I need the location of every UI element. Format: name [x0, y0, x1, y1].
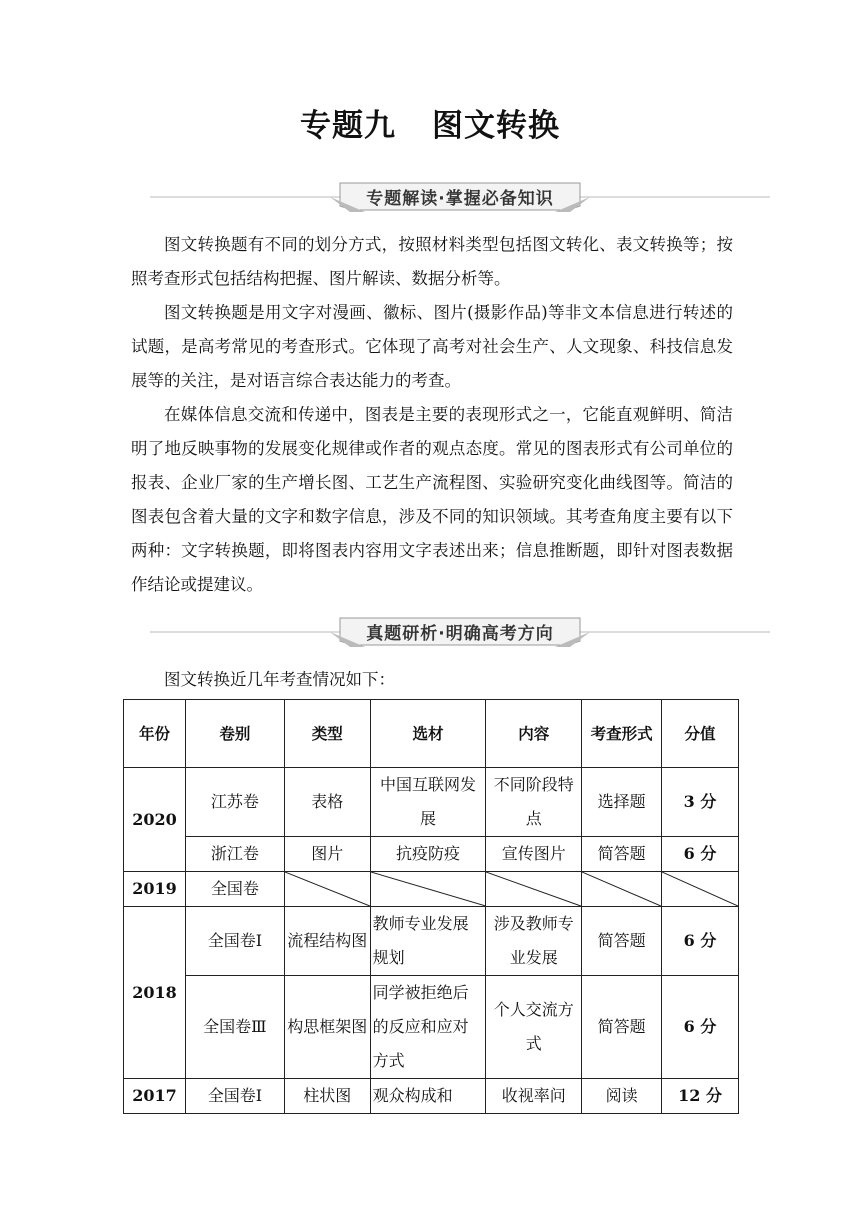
paper-cell: 全国卷Ⅰ [185, 907, 284, 976]
header-score: 分值 [662, 700, 739, 768]
form-cell: 简答题 [582, 907, 662, 976]
header-material: 选材 [370, 700, 486, 768]
content-cell: 涉及教师专业发展 [486, 907, 582, 976]
form-cell: 选择题 [582, 768, 662, 837]
type-cell: 柱状图 [284, 1079, 370, 1114]
table-row [124, 976, 739, 1079]
section-banner-exam-research [150, 611, 770, 655]
score-cell: 6 分 [662, 837, 739, 872]
banner-label: 真题研析·明确高考方向 [366, 624, 554, 644]
paragraph-2: 图文转换题是用文字对漫画、徽标、图片(摄影作品)等非文本信息进行转述的试题，是高考常见的考查形式。它体现了高考对社会生产、人文现象、科技信息发展等的关注，是对语言综合表达能力的考查。 [131, 303, 733, 390]
table-row [124, 1079, 739, 1114]
paper-cell: 全国卷 [185, 872, 284, 907]
type-cell: 流程结构图 [284, 907, 370, 976]
section-banner-interpretation [150, 176, 770, 220]
paper-cell: 江苏卷 [185, 768, 284, 837]
material-cell: 抗疫防疫 [370, 837, 486, 872]
score-cell: 12 分 [662, 1079, 739, 1114]
form-cell: 简答题 [582, 837, 662, 872]
page-title [0, 100, 860, 145]
paragraph-1: 图文转换题有不同的划分方式，按照材料类型包括图文转化、表文转换等；按照考查形式包括结构把握、图片解读、数据分析等。 [131, 235, 733, 288]
header-year: 年份 [124, 700, 186, 768]
material-cell: 观众构成和 [370, 1079, 486, 1114]
header-paper: 卷别 [185, 700, 284, 768]
header-content: 内容 [486, 700, 582, 768]
empty-diagonal-cell [486, 872, 582, 907]
content-cell: 收视率问 [486, 1079, 582, 1114]
table-row [124, 837, 739, 872]
material-cell: 中国互联网发展 [370, 768, 486, 837]
material-cell: 同学被拒绝后的反应和应对方式 [370, 976, 486, 1079]
type-cell: 图片 [284, 837, 370, 872]
content-cell: 宣传图片 [486, 837, 582, 872]
paper-cell: 全国卷Ⅰ [185, 1079, 284, 1114]
empty-diagonal-cell [370, 872, 486, 907]
paper-cell: 全国卷Ⅲ [185, 976, 284, 1079]
table-intro: 图文转换近几年考查情况如下： [164, 670, 395, 689]
type-cell: 表格 [284, 768, 370, 837]
year-cell: 2017 [124, 1079, 186, 1114]
empty-diagonal-cell [284, 872, 370, 907]
paper-cell: 浙江卷 [185, 837, 284, 872]
table-header-row [124, 700, 739, 768]
header-type: 类型 [284, 700, 370, 768]
banner-label: 专题解读·掌握必备知识 [366, 189, 554, 209]
header-form: 考查形式 [582, 700, 662, 768]
title-part-name: 图文转换 [432, 108, 560, 144]
content-cell: 不同阶段特点 [486, 768, 582, 837]
material-cell: 教师专业发展规划 [370, 907, 486, 976]
empty-diagonal-cell [662, 872, 739, 907]
score-cell: 3 分 [662, 768, 739, 837]
table-row [124, 768, 739, 837]
form-cell: 简答题 [582, 976, 662, 1079]
form-cell: 阅读 [582, 1079, 662, 1114]
year-cell: 2020 [124, 768, 186, 872]
exam-history-table [123, 699, 739, 1114]
content-cell: 个人交流方式 [486, 976, 582, 1079]
table-row [124, 907, 739, 976]
score-cell: 6 分 [662, 976, 739, 1079]
year-cell: 2019 [124, 872, 186, 907]
table-row [124, 872, 739, 907]
type-cell: 构思框架图 [284, 976, 370, 1079]
empty-diagonal-cell [582, 872, 662, 907]
year-cell: 2018 [124, 907, 186, 1079]
paragraph-3: 在媒体信息交流和传递中，图表是主要的表现形式之一，它能直观鲜明、简洁明了地反映事物的发展变化规律或作者的观点态度。常见的图表形式有公司单位的报表、企业厂家的生产增长图、工艺生产流程图、实验研究变化曲线图等。简洁的图表包含着大量的文字和数字信息，涉及不同的知识领域。其考查角度主要有以下两种：文字转换题，即将图表内容用文字表述出来；信息推断题，即针对图表数据作结论或提建议。 [131, 405, 733, 594]
title-part-topic: 专题九 [300, 108, 396, 144]
score-cell: 6 分 [662, 907, 739, 976]
